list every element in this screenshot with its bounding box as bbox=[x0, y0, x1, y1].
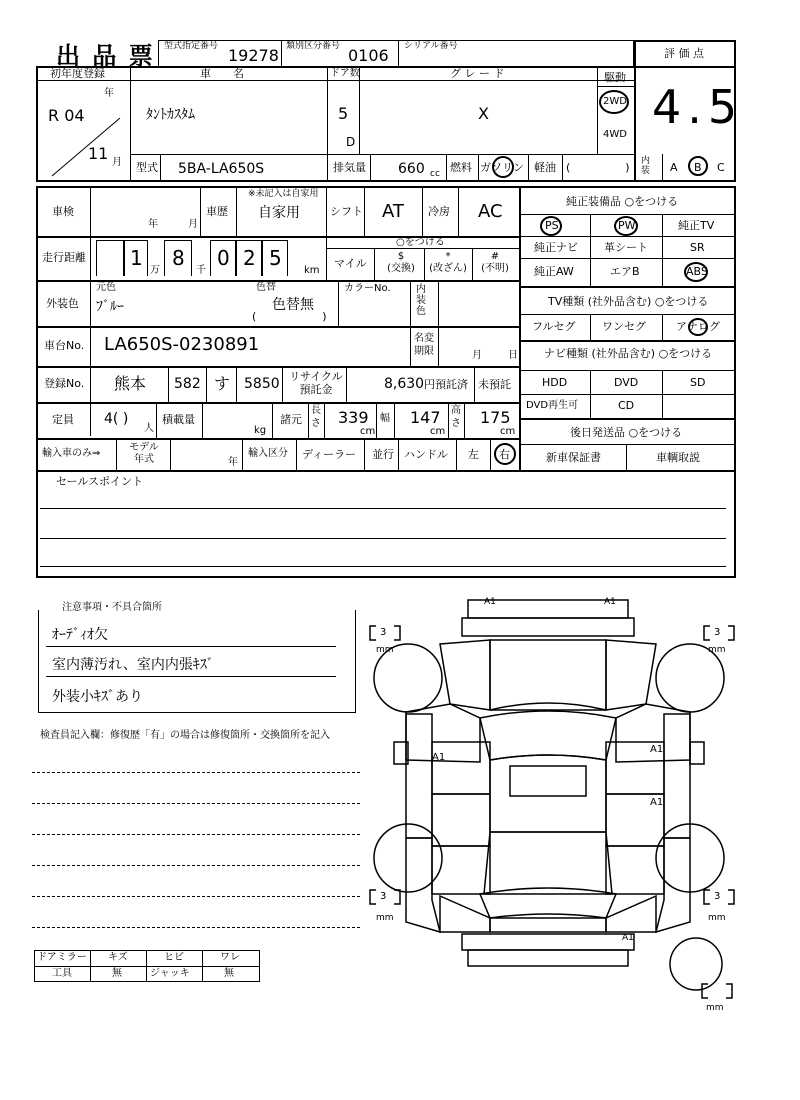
first-registration-year: R 04 bbox=[48, 106, 85, 125]
drive-label: 駆動 bbox=[604, 71, 626, 84]
mile-option-exchange: $ (交換) bbox=[387, 251, 415, 274]
repaint-label: 色替 bbox=[256, 282, 276, 293]
tv-oneseg: ワンセグ bbox=[602, 320, 646, 333]
handle-right: 右 bbox=[499, 448, 510, 461]
drive-2wd: 2WD bbox=[603, 96, 627, 107]
history-value: 自家用 bbox=[258, 205, 300, 221]
history-label: 車歴 bbox=[206, 205, 228, 218]
later-manual: 車輌取説 bbox=[656, 451, 700, 464]
capacity-label: 定員 bbox=[52, 413, 74, 426]
tv-analog: アナログ bbox=[676, 320, 720, 333]
registration-label: 登録No. bbox=[44, 377, 85, 390]
recycle-unit: 円預託済 bbox=[424, 378, 468, 391]
original-color-value: ﾌﾞﾙｰ bbox=[96, 299, 124, 315]
mile-circle-label: ○をつける bbox=[396, 237, 445, 248]
category-value: 0106 bbox=[348, 46, 389, 65]
navi-sd: SD bbox=[690, 376, 706, 389]
registration-number: 5850 bbox=[244, 376, 280, 392]
car-name-value: ﾀﾝﾄｶｽﾀﾑ bbox=[146, 107, 195, 123]
navi-cd: CD bbox=[618, 399, 635, 412]
notes-line-3: 外装小ｷｽﾞあり bbox=[52, 689, 143, 705]
equip-leather: 革シート bbox=[604, 241, 648, 254]
tv-title: TV種類 (社外品含む) ○をつける bbox=[548, 295, 709, 308]
grade-value: X bbox=[478, 104, 489, 123]
car-name-label: 車 名 bbox=[200, 67, 244, 80]
mileage-digit: 1 bbox=[130, 246, 143, 270]
ac-value: AC bbox=[478, 201, 503, 222]
equip-pw: PW bbox=[618, 219, 636, 232]
exterior-color-label: 外装色 bbox=[46, 297, 79, 310]
import-label: 輸入車のみ⇒ bbox=[42, 448, 101, 459]
doors-label: ドア数 bbox=[330, 68, 360, 79]
shift-value: AT bbox=[382, 201, 404, 222]
inspection-label: 車検 bbox=[52, 205, 74, 218]
length-unit: cm bbox=[360, 426, 376, 437]
capacity-unit: 人 bbox=[144, 423, 154, 434]
equipment-title: 純正装備品 ○をつける bbox=[566, 195, 679, 208]
serial-label: シリアル番号 bbox=[404, 41, 458, 51]
registration-region: 熊本 bbox=[114, 374, 147, 393]
model-label: 型式 bbox=[136, 161, 158, 174]
width-unit: cm bbox=[430, 426, 446, 437]
tread-unit: mm bbox=[376, 913, 394, 923]
navi-dvd-play: DVD再生可 bbox=[526, 400, 579, 411]
tread-front-right: 3 bbox=[714, 627, 721, 638]
equip-tv: 純正TV bbox=[678, 219, 715, 232]
registration-kana: す bbox=[214, 374, 231, 393]
displacement-label: 排気量 bbox=[333, 161, 366, 174]
interior-grade-label: 内装 bbox=[641, 156, 651, 176]
legend-tools: 工具 bbox=[52, 968, 72, 979]
fuel-label: 燃料 bbox=[450, 161, 472, 174]
equip-ps-circle bbox=[540, 216, 562, 236]
tread-unit: mm bbox=[708, 645, 726, 655]
damage-mark-rear: A1 bbox=[622, 933, 634, 943]
legend-crack: ヒビ bbox=[164, 952, 184, 963]
notes-line-2: 室内薄汚れ、室内内張ｷｽﾞ bbox=[52, 657, 214, 673]
recycle-alt: 未預託 bbox=[478, 378, 511, 391]
mileage-sen-unit: 千 bbox=[196, 265, 206, 276]
inspector-label: 検査員記入欄：修復歴「有」の場合は修復箇所・交換箇所を記入 bbox=[40, 730, 330, 741]
inspection-year-unit: 年 bbox=[148, 219, 158, 230]
interior-grade-c: C bbox=[717, 161, 725, 174]
fuel-alt: 軽油 bbox=[534, 161, 556, 174]
tread-unit: mm bbox=[706, 1003, 724, 1013]
model-designation-value: 19278 bbox=[228, 46, 279, 65]
mileage-digit-box bbox=[96, 240, 124, 276]
grade-label: グ レ ー ド bbox=[450, 67, 505, 80]
width-value: 147 bbox=[410, 408, 441, 427]
model-designation-label: 型式指定番号 bbox=[164, 41, 219, 51]
first-registration-label: 初年度登録 bbox=[50, 67, 105, 80]
mileage-digit: 8 bbox=[172, 246, 185, 270]
legend-tools-value: 無 bbox=[112, 968, 122, 979]
width-label: 幅 bbox=[380, 413, 390, 424]
mileage-label: 走行距離 bbox=[42, 251, 86, 264]
equip-aw: 純正AW bbox=[534, 265, 574, 278]
form-title: 出 品 票 bbox=[56, 42, 155, 70]
color-number-label: カラーNo. bbox=[344, 283, 391, 294]
length-label: 長さ bbox=[311, 405, 321, 429]
damage-mark-left-door: A1 bbox=[432, 752, 446, 763]
month-unit: 月 bbox=[112, 157, 122, 168]
model-year-label: モデル 年式 bbox=[129, 442, 159, 465]
import-dealer: ディーラー bbox=[302, 448, 357, 461]
tread-rear-left: 3 bbox=[380, 891, 387, 902]
drive-4wd: 4WD bbox=[603, 129, 627, 140]
category-label: 類別区分番号 bbox=[286, 41, 341, 51]
fuel-value: ガソリン bbox=[480, 161, 524, 174]
handle-right-circle bbox=[494, 443, 516, 465]
sales-point-label: セールスポイント bbox=[56, 475, 144, 488]
load-label: 積載量 bbox=[162, 413, 195, 426]
load-unit: kg bbox=[254, 425, 267, 436]
doors-type: D bbox=[346, 135, 356, 149]
registration-class: 582 bbox=[174, 376, 201, 392]
navi-title: ナビ種類 (社外品含む) ○をつける bbox=[544, 347, 713, 360]
notes-line-1: ｵｰﾃﾞｨｵ欠 bbox=[52, 627, 108, 643]
original-color-label: 元色 bbox=[96, 282, 116, 293]
height-unit: cm bbox=[500, 426, 516, 437]
fuel-paren: ( ) bbox=[566, 161, 630, 174]
model-value: 5BA-LA650S bbox=[178, 161, 265, 177]
chassis-value: LA650S-0230891 bbox=[104, 334, 260, 355]
equip-airbag: エアB bbox=[610, 265, 640, 278]
mileage-digit: 0 bbox=[217, 246, 230, 270]
drive-2wd-circle bbox=[599, 90, 629, 114]
height-label: 高さ bbox=[451, 405, 461, 429]
title-period-label: 名変期限 bbox=[414, 333, 434, 357]
import-parallel: 並行 bbox=[372, 448, 394, 461]
handle-label: ハンドル bbox=[404, 448, 448, 461]
damage-mark-right-door-rear: A1 bbox=[650, 797, 664, 808]
interior-grade-circle bbox=[688, 156, 708, 176]
chassis-label: 車台No. bbox=[44, 339, 85, 352]
tread-unit: mm bbox=[708, 913, 726, 923]
mileage-man-unit: 万 bbox=[150, 265, 160, 276]
mile-option-tampered: * (改ざん) bbox=[429, 251, 467, 274]
navi-hdd: HDD bbox=[542, 376, 568, 389]
tread-unit: mm bbox=[376, 645, 394, 655]
import-class-label: 輸入区分 bbox=[248, 448, 288, 459]
repaint-value: 色替無 bbox=[272, 297, 314, 313]
length-value: 339 bbox=[338, 408, 369, 427]
mileage-unit: km bbox=[304, 265, 320, 276]
inspection-month-unit: 月 bbox=[188, 219, 198, 230]
fuel-circle bbox=[492, 156, 514, 178]
equip-navi: 純正ナビ bbox=[534, 241, 578, 254]
equip-abs-circle bbox=[684, 262, 708, 282]
notes-title: 注意事項・不具合箇所 bbox=[58, 603, 166, 613]
mileage-digit: 2 bbox=[243, 246, 256, 270]
later-title: 後日発送品 ○をつける bbox=[570, 426, 683, 439]
later-warranty: 新車保証書 bbox=[546, 451, 601, 464]
equip-ps: PS bbox=[545, 219, 559, 232]
shift-label: シフト bbox=[330, 205, 363, 218]
recycle-value: 8,630 bbox=[384, 376, 425, 392]
tread-rear-right: 3 bbox=[714, 891, 721, 902]
title-day-unit: 日 bbox=[508, 350, 518, 361]
equip-abs: ABS bbox=[686, 265, 708, 278]
equip-pw-circle bbox=[614, 216, 638, 236]
tread-front-left: 3 bbox=[380, 627, 387, 638]
score-label: 評 価 点 bbox=[664, 47, 704, 60]
dims-label: 諸元 bbox=[280, 413, 302, 426]
equip-sr: SR bbox=[690, 241, 705, 254]
displacement-value: 660 bbox=[398, 161, 425, 177]
handle-left: 左 bbox=[468, 448, 479, 461]
damage-mark-front-right: A1 bbox=[604, 597, 616, 607]
height-value: 175 bbox=[480, 408, 511, 427]
interior-grade-a: A bbox=[670, 161, 678, 174]
tv-analog-circle bbox=[688, 318, 708, 336]
legend-jack: ジャッキ bbox=[150, 968, 190, 979]
tv-fullseg: フルセグ bbox=[532, 320, 576, 333]
legend-jack-value: 無 bbox=[224, 968, 234, 979]
model-year-unit: 年 bbox=[228, 457, 238, 468]
year-unit: 年 bbox=[104, 88, 114, 99]
interior-color-label: 内装色 bbox=[416, 284, 426, 317]
score-value: 4.5 bbox=[652, 80, 744, 134]
legend-break: ワレ bbox=[220, 952, 240, 963]
first-registration-month: 11 bbox=[88, 144, 109, 163]
mile-option-mile: マイル bbox=[334, 257, 367, 270]
navi-dvd: DVD bbox=[614, 376, 639, 389]
doors-value: 5 bbox=[338, 104, 349, 123]
title-month-unit: 月 bbox=[472, 350, 482, 361]
mile-option-unknown: # (不明) bbox=[481, 251, 509, 274]
capacity-value: 4( ) bbox=[104, 411, 129, 427]
displacement-unit: cc bbox=[430, 169, 440, 179]
recycle-label: リサイクル 預託金 bbox=[289, 370, 343, 396]
mileage-digit: 5 bbox=[269, 246, 282, 270]
legend-scratch: キズ bbox=[108, 952, 128, 963]
interior-grade-b: B bbox=[694, 161, 702, 174]
history-note: ※未記入は自家用 bbox=[248, 189, 319, 199]
damage-mark-right-door-front: A1 bbox=[650, 744, 664, 755]
legend-mirror: ドアミラー bbox=[37, 952, 87, 963]
ac-label: 冷房 bbox=[428, 205, 450, 218]
car-inspection-diagram bbox=[360, 592, 780, 1022]
repaint-paren: ( ) bbox=[252, 310, 327, 323]
damage-mark-front-left: A1 bbox=[484, 597, 496, 607]
